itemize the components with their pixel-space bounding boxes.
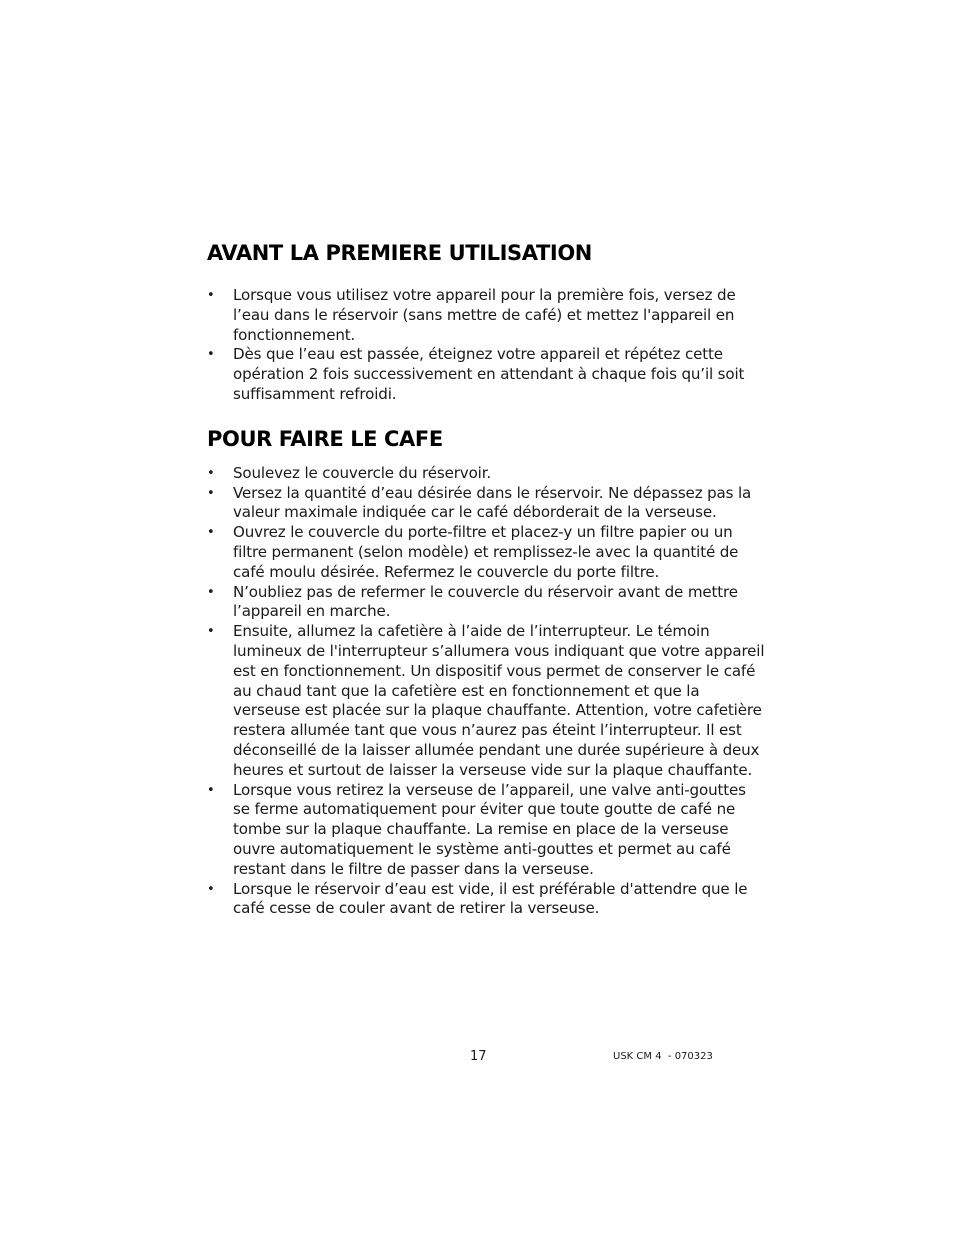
list-item-text: Lorsque vous utilisez votre appareil pour la première fois, versez de l’eau dans le réservoir (sans mettre de café) et mettez l'appareil en fonctionnement. (233, 286, 736, 344)
bullet-icon: • (207, 881, 215, 897)
bullet-icon: • (207, 465, 215, 481)
bullet-icon: • (207, 347, 215, 363)
list-item-text: Soulevez le couvercle du réservoir. (233, 463, 492, 482)
section-title-first-use: AVANT LA PREMIERE UTILISATION (207, 241, 592, 265)
list-item (207, 622, 767, 780)
first-use-list (207, 286, 767, 405)
list-item-text: N’oubliez pas de refermer le couvercle du réservoir avant de mettre l’appareil en marche. (233, 582, 738, 621)
list-item-text: Dès que l’eau est passée, éteignez votre appareil et répétez cette opération 2 fois successivement en attendant à chaque fois qu’il soit suffisamment refroidi. (233, 345, 745, 403)
list-item (207, 286, 767, 345)
document-code: USK CM 4 - 070323 (613, 1051, 713, 1062)
bullet-icon: • (207, 288, 215, 303)
list-item (207, 583, 767, 623)
page-content (207, 238, 767, 919)
page-number: 17 (470, 1049, 487, 1064)
list-item (207, 464, 767, 484)
list-item (207, 484, 767, 524)
list-item (207, 880, 767, 920)
list-item-text: Ouvrez le couvercle du porte-filtre et placez-y un filtre papier ou un filtre permanent (selon modèle) et remplissez-le avec la quantité de café moulu désirée. Refermez le couvercle du porte filtre. (233, 523, 739, 581)
make-coffee-list (207, 464, 767, 919)
list-item (207, 781, 767, 880)
bullet-icon: • (207, 485, 215, 501)
list-item-text: Ensuite, allumez la cafetière à l’aide de l’interrupteur. Le témoin lumineux de l'interrupteur s’allumera vous indiquant que votre appareil est en fonctionnement. Un dispositif vous permet de conserver le café au chaud tant que la cafetière est en fonctionnement et que la verseuse est placée sur la plaque chauffante. Attention, votre cafetière restera allumée tant que vous n’aurez pas éteint l’interrupteur. Il est déconseillé de la laisser allumée pendant une durée supérieure à deux heures et surtout de laisser la verseuse vide sur la plaque chauffante. (233, 622, 765, 779)
list-item-text: Lorsque le réservoir d’eau est vide, il est préférable d'attendre que le café cesse de couler avant de retirer la verseuse. (233, 879, 748, 918)
list-item-text: Versez la quantité d’eau désirée dans le réservoir. Ne dépassez pas la valeur maximale indiquée car le café déborderait de la verseuse. (233, 483, 752, 522)
bullet-icon: • (207, 782, 215, 798)
bullet-icon: • (207, 624, 215, 640)
bullet-icon: • (207, 584, 215, 600)
list-item-text: Lorsque vous retirez la verseuse de l’appareil, une valve anti-gouttes se ferme automatiquement pour éviter que toute goutte de café ne tombe sur la plaque chauffante. La remise en place de la verseuse ouvre automatiquement le système anti-gouttes et permet au café restant dans le filtre de passer dans la verseuse. (233, 780, 746, 878)
bullet-icon: • (207, 525, 215, 541)
list-item (207, 345, 767, 404)
list-item (207, 523, 767, 582)
section-title-make-coffee: POUR FAIRE LE CAFE (207, 426, 443, 451)
